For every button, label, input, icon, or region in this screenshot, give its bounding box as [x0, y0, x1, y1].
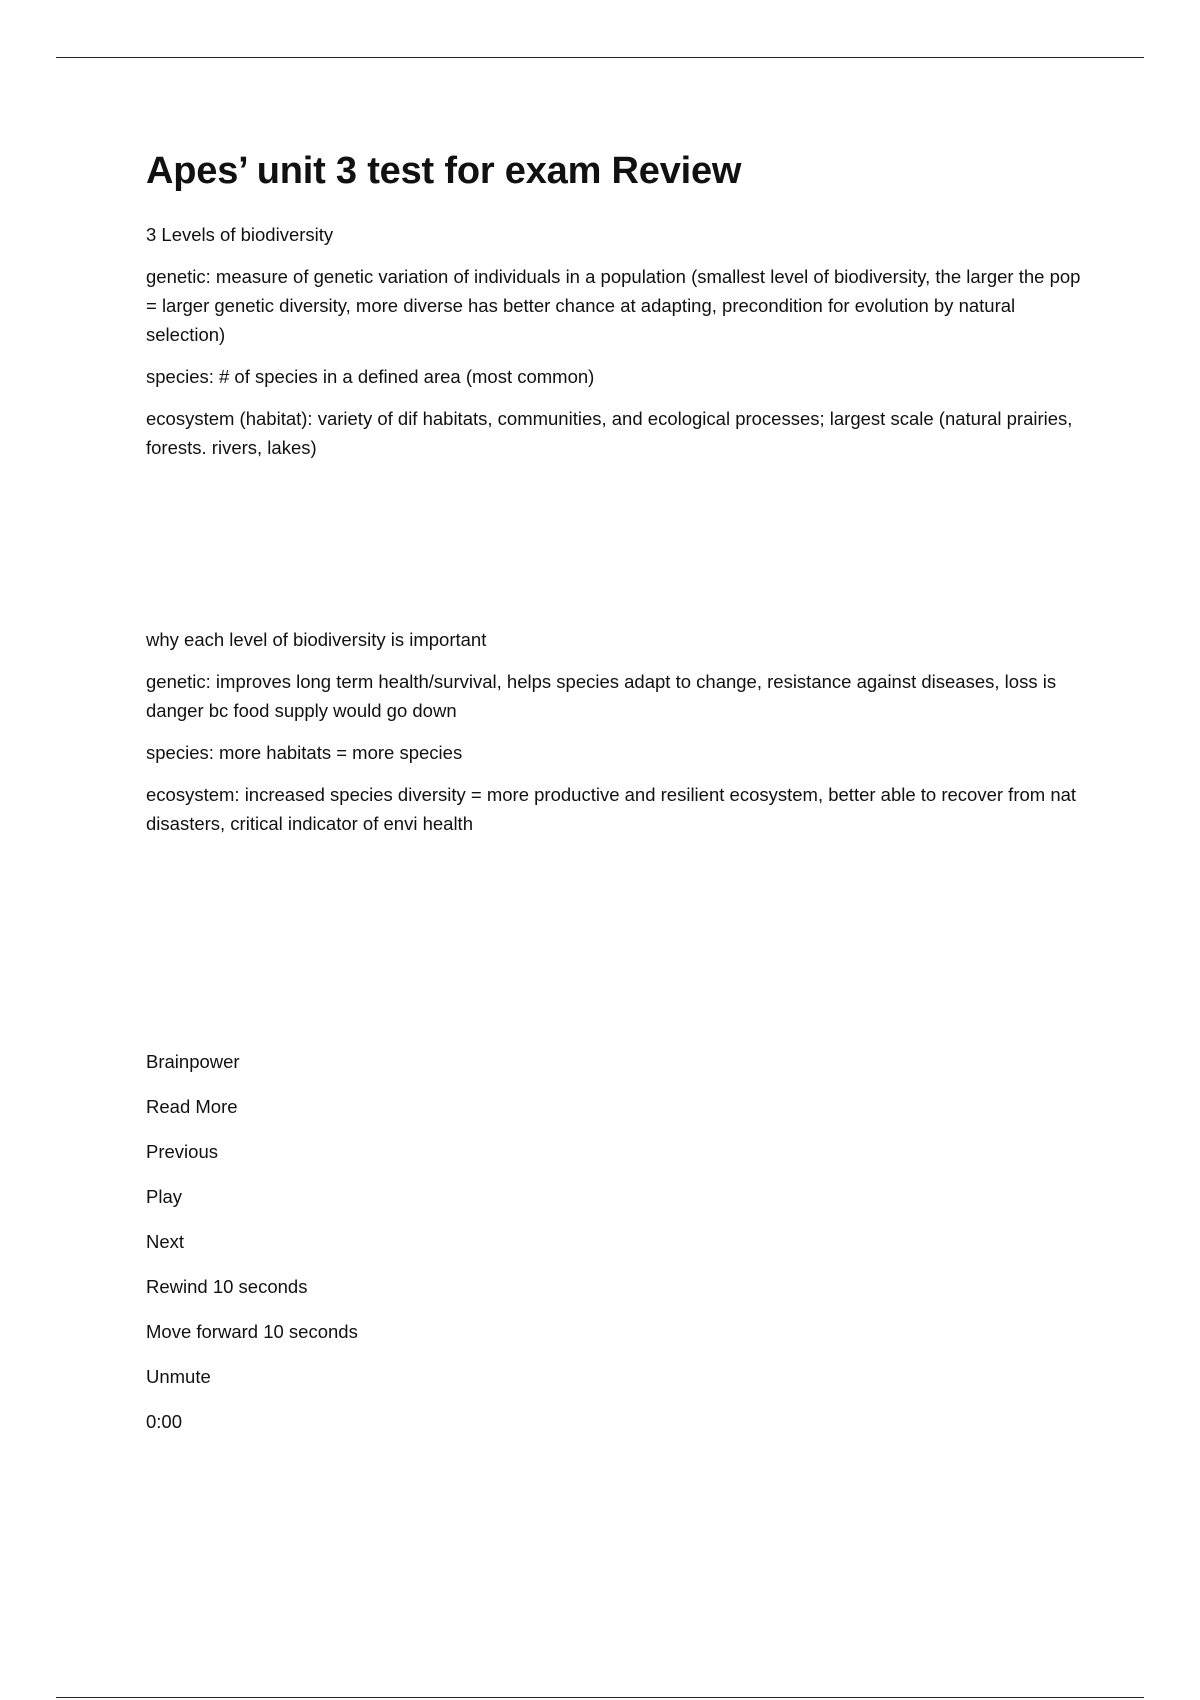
importance-section — [146, 625, 1096, 838]
rewind-button[interactable]: Rewind 10 seconds — [146, 1276, 308, 1297]
document-title: Apes’ unit 3 test for exam Review — [146, 150, 742, 192]
paragraph-ecosystem-definition: ecosystem (habitat): variety of dif habitats, communities, and ecological processes; largest scale (natural prairies, forests. rivers, lakes) — [146, 407, 1073, 458]
unmute-button[interactable]: Unmute — [146, 1366, 211, 1387]
paragraph-ecosystem-importance: ecosystem: increased species diversity = more productive and resilient ecosystem, better able to recover from nat disasters, critical indicator of envi health — [146, 784, 1077, 834]
paragraph-species-importance: species: more habitats = more species — [146, 742, 463, 763]
previous-button[interactable]: Previous — [146, 1141, 218, 1162]
time-display: 0:00 — [146, 1411, 183, 1432]
document-body — [146, 150, 1096, 462]
brainpower-label: Brainpower — [146, 1051, 240, 1072]
bottom-divider — [56, 1697, 1144, 1698]
section-heading-levels: 3 Levels of biodiversity — [146, 223, 334, 245]
paragraph-species-definition: species: # of species in a defined area (most common) — [146, 365, 595, 387]
forward-button[interactable]: Move forward 10 seconds — [146, 1321, 358, 1342]
read-more-link[interactable]: Read More — [146, 1096, 238, 1117]
top-divider — [56, 57, 1144, 58]
play-button[interactable]: Play — [146, 1186, 182, 1207]
paragraph-genetic-importance: genetic: improves long term health/survival, helps species adapt to change, resistance against diseases, loss is danger bc food supply would go down — [146, 671, 1057, 721]
media-player-text — [146, 1047, 1096, 1436]
section-heading-importance: why each level of biodiversity is important — [146, 629, 487, 650]
paragraph-genetic-definition: genetic: measure of genetic variation of individuals in a population (smallest level of biodiversity, the larger the pop = larger genetic diversity, more diverse has better chance at adapting, precondition for evolution by natural selection) — [146, 265, 1081, 345]
next-button[interactable]: Next — [146, 1231, 185, 1252]
